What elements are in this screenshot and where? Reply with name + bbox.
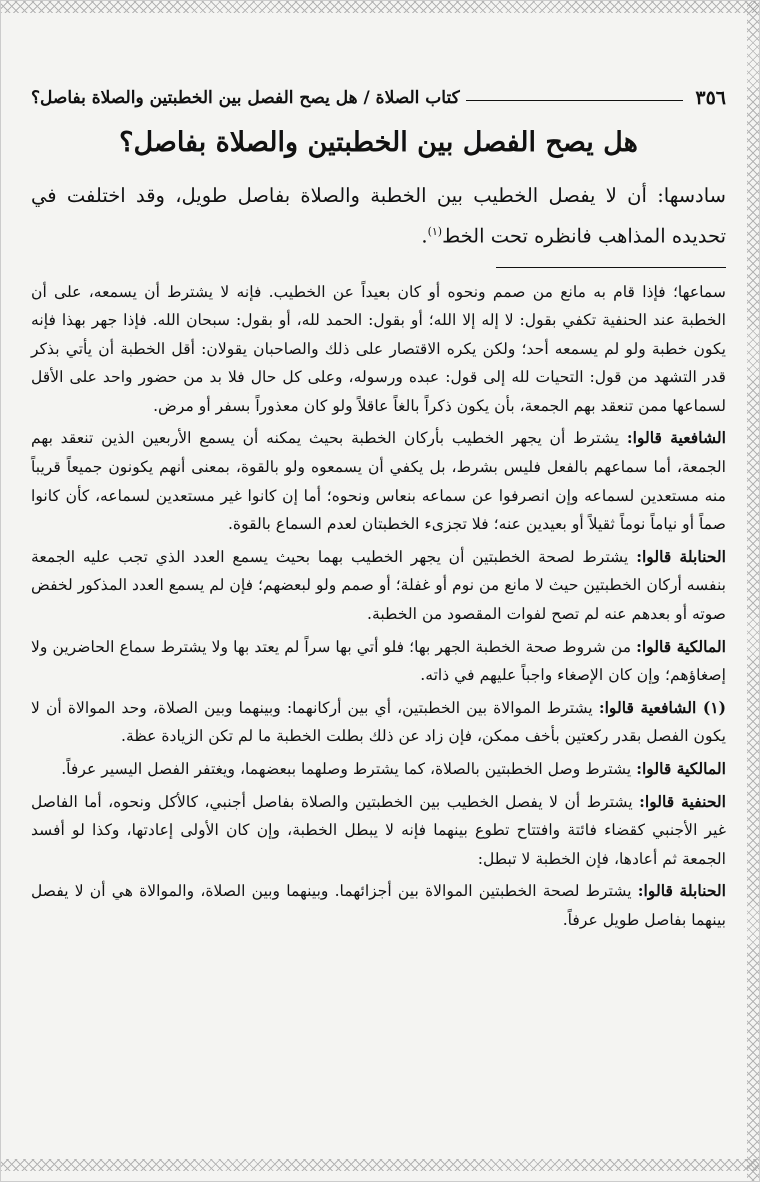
footnote-label: (١) الشافعية قالوا:: [598, 697, 726, 717]
footnote-paragraph: [31, 877, 726, 934]
main-text-end: .: [421, 224, 428, 248]
footnote-text: يشترط لصحة الخطبتين أن يجهر الخطيب بهما بحيث يسمع العدد الذي تجب عليه الجمعة بنفسه أركان الخطبتين حيث لا مانع من نوم أو غفلة؛ أو صمم ولو لبعضهم؛ فإن لم يسمع العدد المذكور لخفض صوته أو بعدهم عنه لم تصح لفوات المقصود من الخطبة.: [31, 547, 726, 624]
main-text: سادسها: أن لا يفصل الخطيب بين الخطبة والصلاة بفاصل طويل، وقد اختلفت في تحديده المذاهب فانظره تحت الخط: [31, 184, 726, 248]
footnote-separator: [496, 267, 726, 268]
footnote-paragraph: [31, 755, 726, 784]
footnote-paragraph: [31, 278, 726, 421]
page-content: [31, 83, 726, 939]
ornamental-border-right: [747, 1, 759, 1182]
ornamental-border-bottom: [1, 1159, 760, 1171]
running-title: كتاب الصلاة / هل يصح الفصل بين الخطبتين والصلاة بفاصل؟: [31, 88, 460, 108]
footnote-paragraph: [31, 788, 726, 874]
footnote-text: سماعها؛ فإذا قام به مانع من صمم ونحوه أو كان بعيداً عن الخطيب. فإنه لا يشترط أن يسمعه، على أن الخطبة عند الحنفية تكفي بقول: لا إله إلا الله؛ أو بقول: الحمد لله، أو بقول: سبحان الله. فإذا جهر بهذا فإنه يكون خطبة ولو لم يسمعه أحد؛ ولكن يكره الاقتصار على ذلك والصاحبان يقولان: أقل الخطبة أن يأتي بذكر قدر التشهد من قول: التحيات لله إلى قول: عبده ورسوله، وعلى كل حال فلا بد من حضور واحد على الأقل لسماعها ممن تنعقد بهم الجمعة، بأن يكون ذكراً بالغاً عاقلاً ولو كان معذوراً بسفر أو مرض.: [31, 282, 726, 415]
footnote-label: الحنابلة قالوا:: [636, 546, 727, 566]
header-rule: [466, 100, 684, 101]
footnote-label: الحنفية قالوا:: [639, 791, 726, 811]
ornamental-border-top: [1, 1, 760, 13]
footnotes: [31, 278, 726, 935]
page-number: ٣٥٦: [695, 87, 726, 109]
footnote-paragraph: [31, 543, 726, 629]
footnote-label: الشافعية قالوا:: [626, 428, 726, 448]
footnote-reference: (١): [427, 225, 443, 238]
footnote-paragraph: [31, 424, 726, 538]
footnote-text: يشترط لصحة الخطبتين الموالاة بين أجزائهما. وبينهما وبين الصلاة، والموالاة هي أن لا يفصل بينهما بفاصل طويل عرفاً.: [31, 882, 726, 929]
footnote-label: المالكية قالوا:: [636, 759, 726, 778]
footnote-text: يشترط أن لا يفصل الخطيب بين الخطبتين والصلاة بفاصل أجنبي، كالأكل ونحوه، أما الفاصل غير الأجنبي كقضاء فائتة وافتتاح تطوع بينهما فإنه لا يبطل الخطبة، وإن كان الأولى إعادتها، وكذا لو أفسد الجمعة ثم أعادها، فإن الخطبة لا تبطل:: [31, 792, 726, 868]
footnote-text: يشترط الموالاة بين الخطبتين، أي بين أركانهما: وبينهما وبين الصلاة، وحد الموالاة أن لا يكون الفصل بقدر ركعتين بأخف ممكن، فإن زاد عن ذلك بطلت الخطبة ما لم تكن الزيادة عظة.: [31, 698, 726, 746]
footnote-text: يشترط أن يجهر الخطيب بأركان الخطبة بحيث يمكنه أن يسمع الأربعين الذين تنعقد بهم الجمعة، أما سماعهم بالفعل فليس بشرط، بل يكفي أن يسمعوه ولو بالقوة، بمعنى أنهم يكونون جميعاً قريباً منه مستعدين لسماعه وإن انصرفوا عن سماعه بنعاس ونحوه؛ أما إن كانوا غير مستعدين لسماعه، كأن كانوا صماً أو نياماً نوماً ثقيلاً أو بعيدين عنه؛ فلا تجزىء الخطبتان لعدم السماع بالقوة.: [31, 429, 726, 534]
footnote-label: الحنابلة قالوا:: [637, 881, 726, 901]
chapter-title: هل يصح الفصل بين الخطبتين والصلاة بفاصل؟: [119, 127, 638, 158]
main-paragraph: [31, 178, 726, 255]
footnote-paragraph: [31, 694, 726, 751]
footnote-label: المالكية قالوا:: [636, 636, 726, 656]
footnote-paragraph: [31, 633, 726, 690]
footnote-text: يشترط وصل الخطبتين بالصلاة، كما يشترط وصلهما ببعضهما، ويغتفر الفصل اليسير عرفاً.: [61, 760, 632, 778]
running-header: [31, 83, 726, 113]
footnote-text: من شروط صحة الخطبة الجهر بها؛ فلو أتي بها سراً لم يعتد بها ولا يشترط سماع الحاضرين ولا إصغاؤهم؛ وإن كان الإصغاء واجباً عليهم في ذاته.: [31, 637, 726, 685]
